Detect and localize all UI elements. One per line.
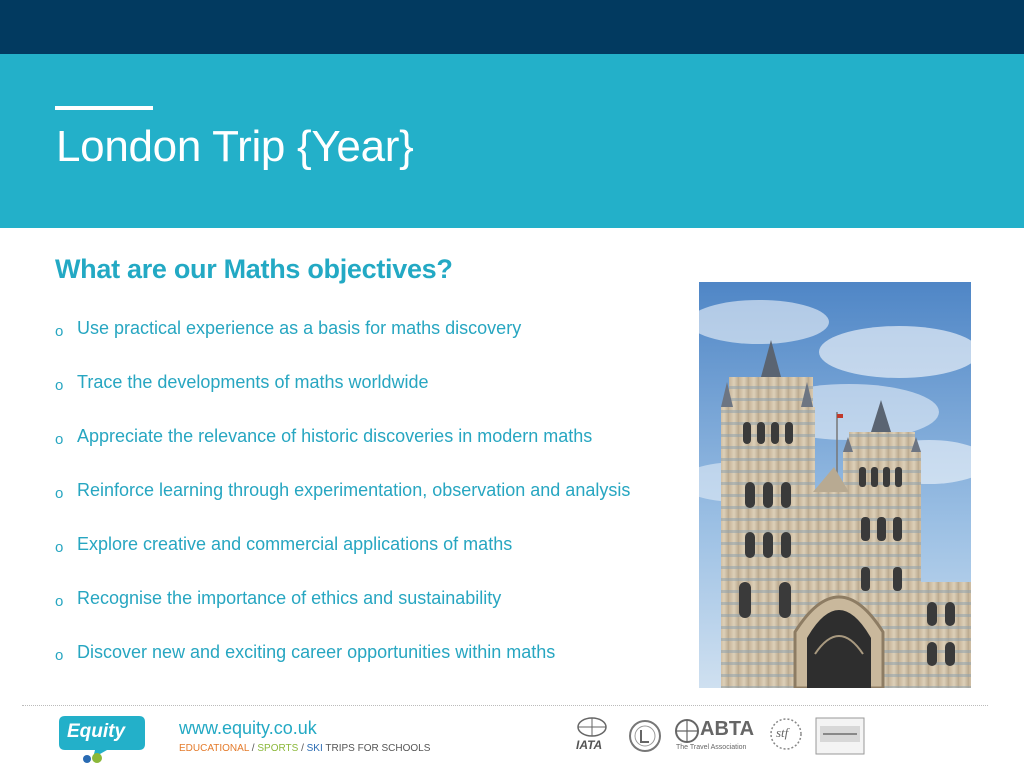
equity-logo[interactable] [57,712,147,764]
abta-text: ABTA [700,718,755,740]
bullet-icon: o [55,539,64,556]
seal-icon [628,716,662,756]
stf-text: stf [776,725,789,740]
logo-text: Equity [67,721,126,742]
iata-logo [568,716,616,756]
bullet-icon: o [55,647,64,664]
bullet-icon: o [55,593,64,610]
objective-text: Discover new and exciting career opportunities within maths [77,642,556,662]
list-item [55,426,630,480]
list-item [55,372,630,426]
website-link[interactable]: www.equity.co.uk [179,718,317,738]
list-item [55,642,630,696]
tag-ski: SKI [306,743,323,754]
bullet-icon: o [55,431,64,448]
abta-subtext: The Travel Association [676,744,747,751]
tagline [179,743,430,754]
bullet-icon: o [55,323,64,340]
footer-divider [22,705,988,706]
tag-separator: / [298,743,307,754]
museum-photo [699,282,971,688]
list-item [55,534,630,588]
list-item [55,588,630,642]
objective-text: Explore creative and commercial applications of maths [77,534,513,554]
iata-text: IATA [576,738,603,752]
bullet-icon: o [55,377,64,394]
section-heading: What are our Maths objectives? [55,254,453,284]
list-item [55,318,630,372]
abta-logo [674,716,758,756]
top-bar [0,0,1024,54]
bullet-icon: o [55,485,64,502]
objective-text: Recognise the importance of ethics and sustainability [77,588,502,608]
tag-rest: TRIPS FOR SCHOOLS [322,743,431,754]
objective-text: Reinforce learning through experimentation, observation and analysis [77,480,631,500]
quality-badge-icon [815,716,865,756]
tag-educational: EDUCATIONAL [179,743,250,754]
objective-text: Use practical experience as a basis for maths discovery [77,318,522,338]
title-rule [55,106,153,110]
page-title: London Trip {Year} [56,122,414,171]
tag-separator: / [249,743,258,754]
objective-text: Appreciate the relevance of historic discoveries in modern maths [77,426,593,446]
list-item [55,480,630,534]
objective-text: Trace the developments of maths worldwide [77,372,429,392]
objectives-list [55,318,630,696]
tag-sports: SPORTS [257,743,299,754]
stf-logo [768,716,804,756]
